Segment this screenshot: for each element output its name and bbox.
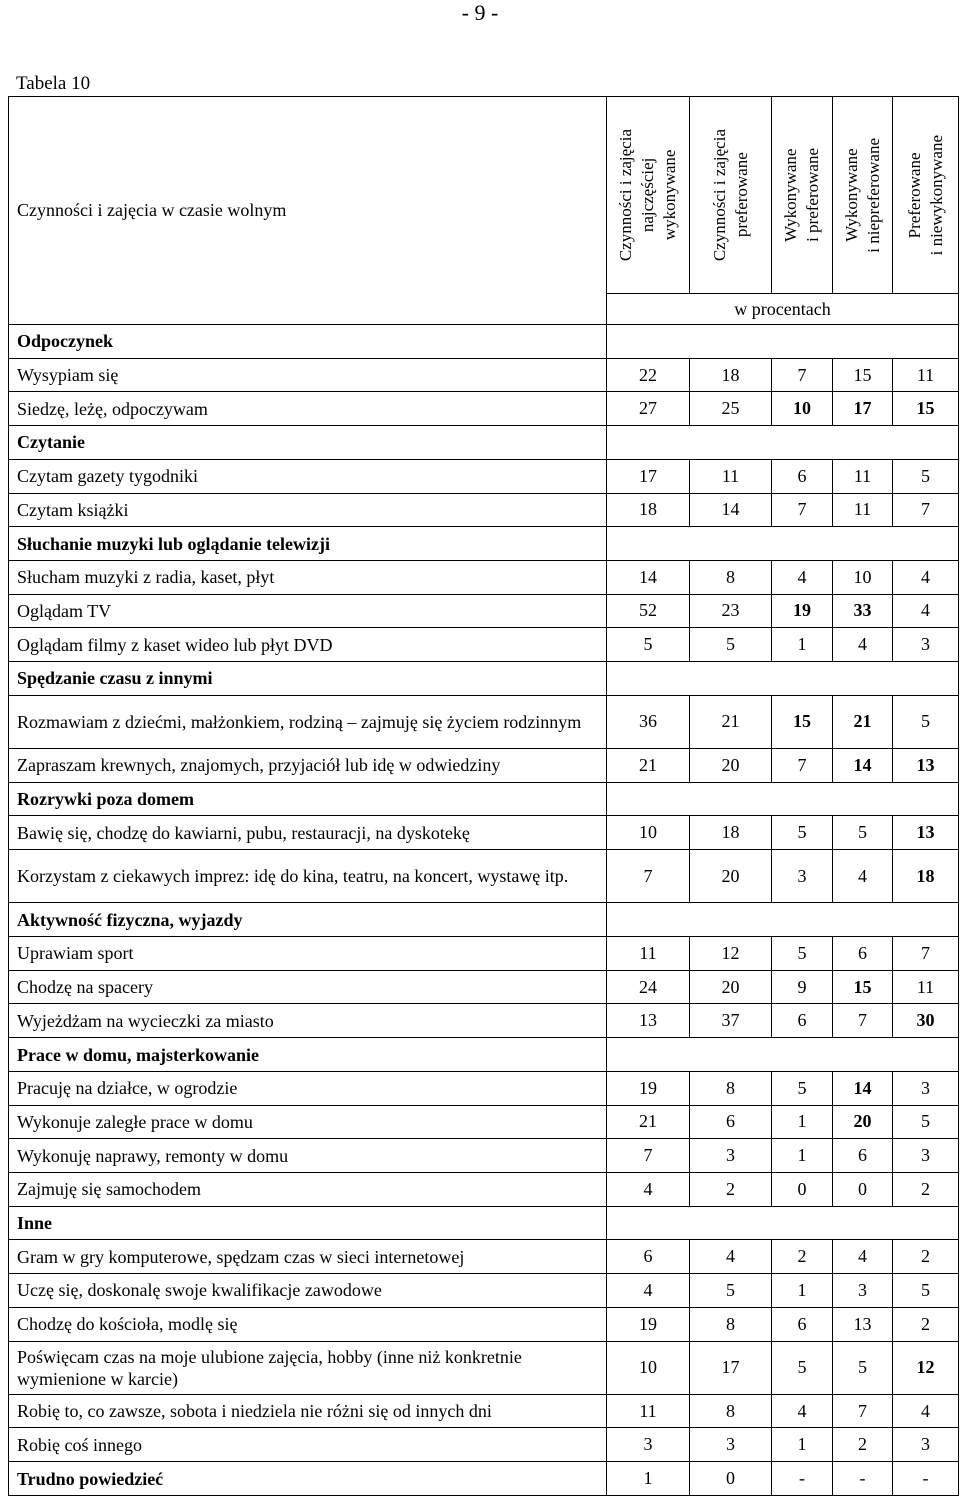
value-cell: 4 xyxy=(607,1274,690,1308)
value-cell: 2 xyxy=(893,1307,959,1341)
value-cell: 6 xyxy=(833,937,893,971)
value-cell: 33 xyxy=(833,594,893,628)
row-label-header: Czynności i zajęcia w czasie wolnym xyxy=(9,97,607,325)
value-cell: 19 xyxy=(607,1307,690,1341)
table-row xyxy=(9,695,959,748)
value-cell: 1 xyxy=(772,628,833,662)
value-cell: 3 xyxy=(690,1428,772,1462)
value-cell: 10 xyxy=(772,392,833,426)
table-row xyxy=(9,970,959,1004)
table-row xyxy=(9,459,959,493)
section-blank-cell xyxy=(607,782,959,816)
table-body xyxy=(9,325,959,1496)
column-header xyxy=(607,97,690,294)
value-cell: 11 xyxy=(690,459,772,493)
section-label: Inne xyxy=(9,1206,607,1240)
value-cell: 13 xyxy=(607,1004,690,1038)
value-cell: - xyxy=(833,1462,893,1496)
section-label: Prace w domu, majsterkowanie xyxy=(9,1038,607,1072)
value-cell: 24 xyxy=(607,970,690,1004)
value-cell: 27 xyxy=(607,392,690,426)
table-row xyxy=(9,749,959,783)
section-label: Czytanie xyxy=(9,426,607,460)
table-row xyxy=(9,1274,959,1308)
value-cell: 14 xyxy=(833,749,893,783)
value-cell: 3 xyxy=(690,1139,772,1173)
value-cell: 5 xyxy=(772,937,833,971)
value-cell: 7 xyxy=(893,937,959,971)
column-header xyxy=(690,97,772,294)
row-label: Poświęcam czas na moje ulubione zajęcia, hobby (inne niż konkretnie wymienione w karcie) xyxy=(9,1341,607,1394)
value-cell: 5 xyxy=(690,628,772,662)
value-cell: 12 xyxy=(690,937,772,971)
value-cell: 15 xyxy=(833,358,893,392)
column-header xyxy=(772,97,833,294)
value-cell: 7 xyxy=(607,850,690,903)
header-row xyxy=(9,97,959,294)
value-cell: 14 xyxy=(833,1071,893,1105)
value-cell: 5 xyxy=(833,816,893,850)
value-cell: 2 xyxy=(893,1240,959,1274)
value-cell: 3 xyxy=(893,628,959,662)
value-cell: 8 xyxy=(690,1071,772,1105)
value-cell: 5 xyxy=(833,1341,893,1394)
value-cell: 4 xyxy=(772,560,833,594)
value-cell: 6 xyxy=(772,1307,833,1341)
value-cell: 6 xyxy=(833,1139,893,1173)
row-label: Chodzę na spacery xyxy=(9,970,607,1004)
section-blank-cell xyxy=(607,662,959,696)
value-cell: 6 xyxy=(607,1240,690,1274)
value-cell: 7 xyxy=(833,1004,893,1038)
value-cell: 3 xyxy=(772,850,833,903)
section-blank-cell xyxy=(607,903,959,937)
row-label: Wysypiam się xyxy=(9,358,607,392)
row-label: Wyjeżdżam na wycieczki za miasto xyxy=(9,1004,607,1038)
row-label: Zapraszam krewnych, znajomych, przyjaciół lub idę w odwiedziny xyxy=(9,749,607,783)
section-row xyxy=(9,1038,959,1072)
value-cell: 5 xyxy=(690,1274,772,1308)
value-cell: 1 xyxy=(772,1274,833,1308)
value-cell: 21 xyxy=(833,695,893,748)
row-label: Zajmuję się samochodem xyxy=(9,1173,607,1207)
table-row xyxy=(9,850,959,903)
value-cell: 19 xyxy=(772,594,833,628)
value-cell: 15 xyxy=(833,970,893,1004)
value-cell: 6 xyxy=(772,1004,833,1038)
value-cell: 10 xyxy=(607,1341,690,1394)
value-cell: 18 xyxy=(893,850,959,903)
value-cell: 6 xyxy=(772,459,833,493)
value-cell: 4 xyxy=(833,850,893,903)
value-cell: 5 xyxy=(893,1105,959,1139)
value-cell: 20 xyxy=(690,850,772,903)
value-cell: 17 xyxy=(833,392,893,426)
value-cell: 14 xyxy=(607,560,690,594)
value-cell: 14 xyxy=(690,493,772,527)
table-row xyxy=(9,816,959,850)
value-cell: 3 xyxy=(893,1428,959,1462)
value-cell: 13 xyxy=(893,816,959,850)
row-label: Robię to, co zawsze, sobota i niedziela nie różni się od innych dni xyxy=(9,1394,607,1428)
value-cell: 13 xyxy=(833,1307,893,1341)
value-cell: 7 xyxy=(772,358,833,392)
section-row xyxy=(9,782,959,816)
value-cell: 11 xyxy=(607,937,690,971)
value-cell: - xyxy=(893,1462,959,1496)
value-cell: 4 xyxy=(893,1394,959,1428)
table-row xyxy=(9,628,959,662)
value-cell: 3 xyxy=(893,1071,959,1105)
value-cell: 15 xyxy=(772,695,833,748)
value-cell: 6 xyxy=(690,1105,772,1139)
section-label: Rozrywki poza domem xyxy=(9,782,607,816)
value-cell: 5 xyxy=(772,1341,833,1394)
value-cell: 52 xyxy=(607,594,690,628)
table-title: Tabela 10 xyxy=(16,73,91,94)
section-row xyxy=(9,325,959,359)
row-label: Słucham muzyki z radia, kaset, płyt xyxy=(9,560,607,594)
value-cell: - xyxy=(772,1462,833,1496)
table-row xyxy=(9,1173,959,1207)
row-label: Czytam gazety tygodniki xyxy=(9,459,607,493)
row-label: Korzystam z ciekawych imprez: idę do kina, teatru, na koncert, wystawę itp. xyxy=(9,850,607,903)
value-cell: 4 xyxy=(772,1394,833,1428)
table-row xyxy=(9,1341,959,1394)
value-cell: 9 xyxy=(772,970,833,1004)
value-cell: 2 xyxy=(772,1240,833,1274)
section-blank-cell xyxy=(607,527,959,561)
row-label: Siedzę, leżę, odpoczywam xyxy=(9,392,607,426)
value-cell: 37 xyxy=(690,1004,772,1038)
value-cell: 5 xyxy=(772,1071,833,1105)
value-cell: 23 xyxy=(690,594,772,628)
value-cell: 15 xyxy=(893,392,959,426)
value-cell: 20 xyxy=(833,1105,893,1139)
value-cell: 4 xyxy=(690,1240,772,1274)
value-cell: 2 xyxy=(833,1428,893,1462)
column-header xyxy=(833,97,893,294)
value-cell: 5 xyxy=(893,1274,959,1308)
row-label: Rozmawiam z dziećmi, małżonkiem, rodziną – zajmuję się życiem rodzinnym xyxy=(9,695,607,748)
table-row xyxy=(9,392,959,426)
row-label: Wykonuje zaległe prace w domu xyxy=(9,1105,607,1139)
value-cell: 5 xyxy=(607,628,690,662)
value-cell: 22 xyxy=(607,358,690,392)
table-row xyxy=(9,594,959,628)
section-label: Aktywność fizyczna, wyjazdy xyxy=(9,903,607,937)
value-cell: 21 xyxy=(607,1105,690,1139)
value-cell: 4 xyxy=(607,1173,690,1207)
value-cell: 25 xyxy=(690,392,772,426)
column-header-label: Wykonywane i preferowane xyxy=(781,148,822,242)
value-cell: 1 xyxy=(607,1462,690,1496)
value-cell: 10 xyxy=(833,560,893,594)
row-label: Bawię się, chodzę do kawiarni, pubu, restauracji, na dyskotekę xyxy=(9,816,607,850)
row-label: Robię coś innego xyxy=(9,1428,607,1462)
value-cell: 7 xyxy=(772,493,833,527)
row-label: Chodzę do kościoła, modlę się xyxy=(9,1307,607,1341)
value-cell: 1 xyxy=(772,1105,833,1139)
column-header-label: Preferowane i niewykonywane xyxy=(904,134,946,256)
column-header-label: Czynności i zajęcia preferowane xyxy=(709,128,751,262)
value-cell: 2 xyxy=(690,1173,772,1207)
row-label: Uprawiam sport xyxy=(9,937,607,971)
units-label: w procentach xyxy=(607,294,959,325)
table-row xyxy=(9,1071,959,1105)
table-row xyxy=(9,1105,959,1139)
row-label: Oglądam filmy z kaset wideo lub płyt DVD xyxy=(9,628,607,662)
column-header xyxy=(893,97,959,294)
table-row xyxy=(9,1307,959,1341)
row-label: Czytam książki xyxy=(9,493,607,527)
row-label: Oglądam TV xyxy=(9,594,607,628)
value-cell: 13 xyxy=(893,749,959,783)
row-label: Trudno powiedzieć xyxy=(9,1462,607,1496)
value-cell: 8 xyxy=(690,1394,772,1428)
section-row xyxy=(9,903,959,937)
section-blank-cell xyxy=(607,426,959,460)
row-label: Wykonuję naprawy, remonty w domu xyxy=(9,1139,607,1173)
value-cell: 1 xyxy=(772,1139,833,1173)
value-cell: 18 xyxy=(607,493,690,527)
value-cell: 11 xyxy=(607,1394,690,1428)
value-cell: 2 xyxy=(893,1173,959,1207)
value-cell: 18 xyxy=(690,816,772,850)
section-label: Słuchanie muzyki lub oglądanie telewizji xyxy=(9,527,607,561)
table-row xyxy=(9,358,959,392)
value-cell: 12 xyxy=(893,1341,959,1394)
table-row xyxy=(9,493,959,527)
value-cell: 18 xyxy=(690,358,772,392)
table-row xyxy=(9,1462,959,1496)
value-cell: 7 xyxy=(893,493,959,527)
value-cell: 7 xyxy=(607,1139,690,1173)
value-cell: 0 xyxy=(772,1173,833,1207)
value-cell: 4 xyxy=(833,1240,893,1274)
value-cell: 21 xyxy=(690,695,772,748)
value-cell: 5 xyxy=(893,459,959,493)
value-cell: 11 xyxy=(833,459,893,493)
value-cell: 0 xyxy=(690,1462,772,1496)
value-cell: 36 xyxy=(607,695,690,748)
row-label: Gram w gry komputerowe, spędzam czas w sieci internetowej xyxy=(9,1240,607,1274)
value-cell: 1 xyxy=(772,1428,833,1462)
table-row xyxy=(9,560,959,594)
value-cell: 21 xyxy=(607,749,690,783)
column-header-label: Wykonywane i niepreferowane xyxy=(841,137,883,253)
value-cell: 3 xyxy=(607,1428,690,1462)
value-cell: 11 xyxy=(833,493,893,527)
page-number: - 9 - xyxy=(461,0,499,25)
table-row xyxy=(9,1394,959,1428)
value-cell: 5 xyxy=(893,695,959,748)
value-cell: 19 xyxy=(607,1071,690,1105)
value-cell: 20 xyxy=(690,970,772,1004)
table-row xyxy=(9,1139,959,1173)
value-cell: 8 xyxy=(690,560,772,594)
value-cell: 7 xyxy=(833,1394,893,1428)
section-row xyxy=(9,426,959,460)
value-cell: 8 xyxy=(690,1307,772,1341)
value-cell: 3 xyxy=(893,1139,959,1173)
value-cell: 4 xyxy=(893,594,959,628)
value-cell: 30 xyxy=(893,1004,959,1038)
table-row xyxy=(9,1004,959,1038)
data-table xyxy=(8,96,959,1496)
column-header-label: Czynności i zajęcia najczęściej wykonywane xyxy=(616,128,679,262)
value-cell: 20 xyxy=(690,749,772,783)
table-row xyxy=(9,1240,959,1274)
value-cell: 4 xyxy=(833,628,893,662)
section-row xyxy=(9,527,959,561)
value-cell: 17 xyxy=(690,1341,772,1394)
value-cell: 5 xyxy=(772,816,833,850)
value-cell: 3 xyxy=(833,1274,893,1308)
value-cell: 4 xyxy=(893,560,959,594)
value-cell: 7 xyxy=(772,749,833,783)
section-blank-cell xyxy=(607,1038,959,1072)
section-label: Odpoczynek xyxy=(9,325,607,359)
row-label: Uczę się, doskonalę swoje kwalifikacje zawodowe xyxy=(9,1274,607,1308)
section-label: Spędzanie czasu z innymi xyxy=(9,662,607,696)
value-cell: 10 xyxy=(607,816,690,850)
section-row xyxy=(9,662,959,696)
value-cell: 11 xyxy=(893,970,959,1004)
table-row xyxy=(9,937,959,971)
value-cell: 0 xyxy=(833,1173,893,1207)
section-blank-cell xyxy=(607,1206,959,1240)
row-label: Pracuję na działce, w ogrodzie xyxy=(9,1071,607,1105)
value-cell: 17 xyxy=(607,459,690,493)
value-cell: 11 xyxy=(893,358,959,392)
table-row xyxy=(9,1428,959,1462)
section-blank-cell xyxy=(607,325,959,359)
section-row xyxy=(9,1206,959,1240)
